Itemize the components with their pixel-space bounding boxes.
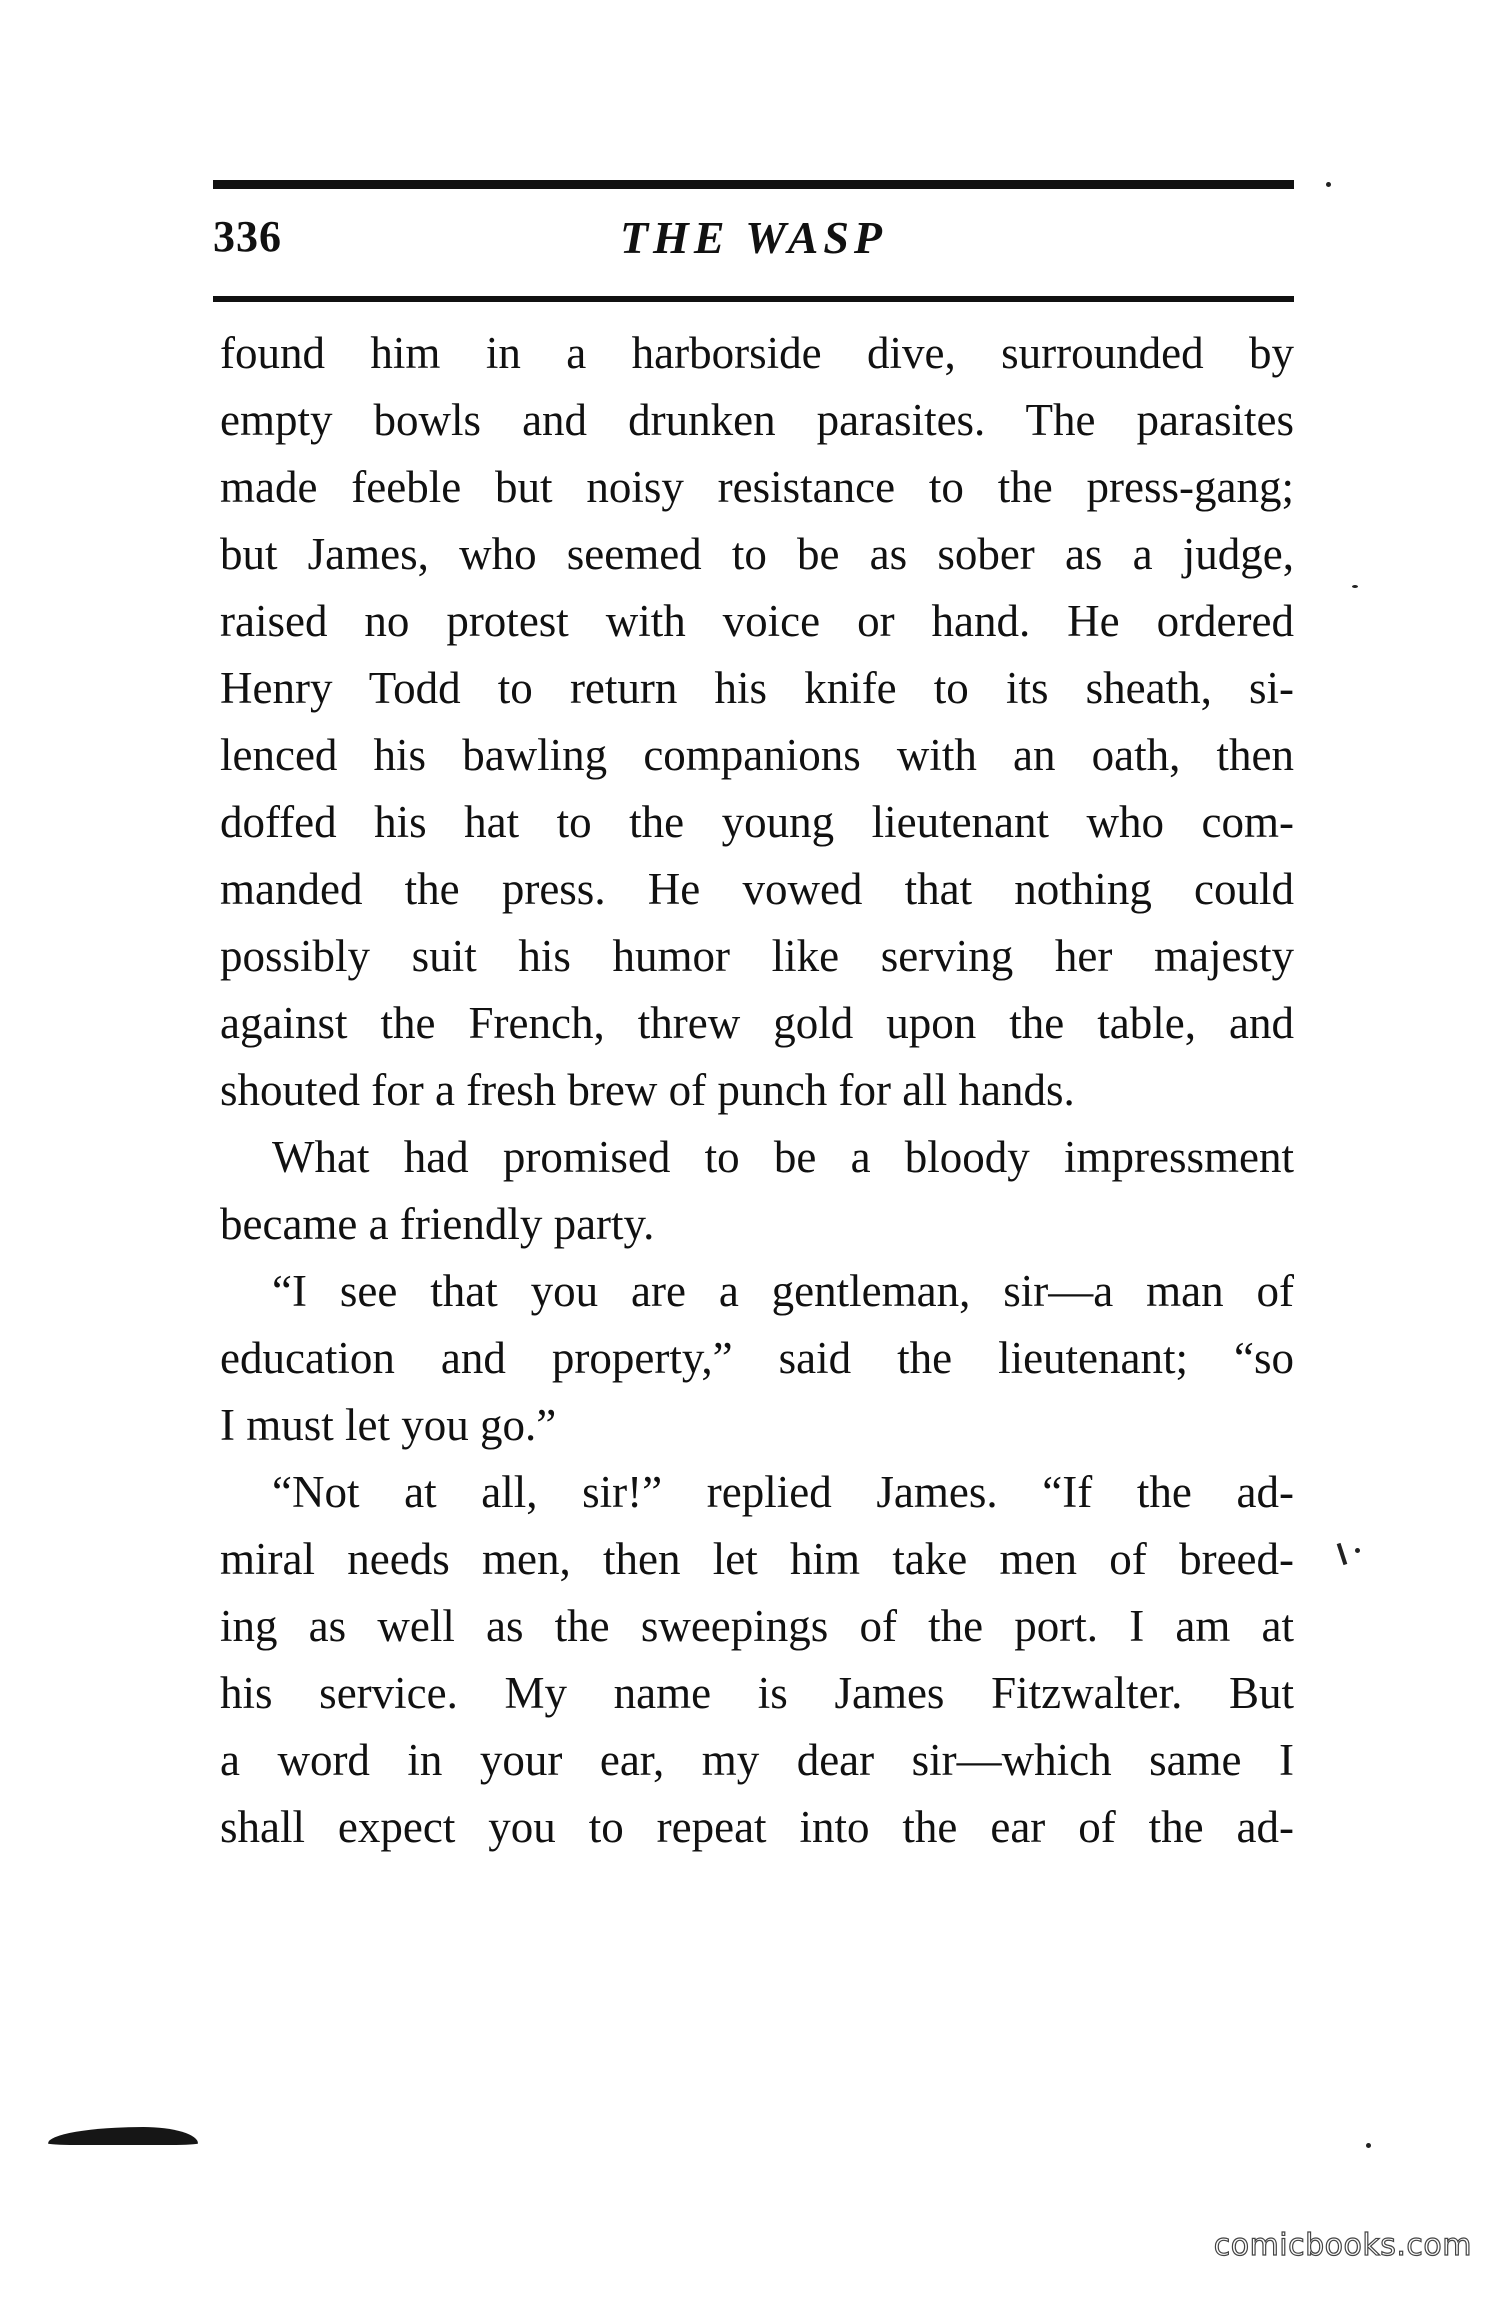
text-line: shouted for a fresh brew of punch for all hands. <box>220 1065 1075 1115</box>
scan-speck <box>1366 2143 1371 2148</box>
scan-smudge <box>48 2127 198 2145</box>
text-line: shall expect you to repeat into the ear of the ad- <box>220 1802 1294 1852</box>
text-line: raised no protest with voice or hand. He ordered <box>220 596 1294 646</box>
text-line: his service. My name is James Fitzwalter. But <box>220 1668 1294 1718</box>
body-text <box>220 320 1294 1861</box>
text-line: manded the press. He vowed that nothing could <box>220 864 1294 914</box>
text-line: doffed his hat to the young lieutenant who com- <box>220 797 1294 847</box>
text-line: I must let you go.” <box>220 1400 557 1450</box>
text-line: empty bowls and drunken parasites. The parasites <box>220 395 1294 445</box>
text-line: miral needs men, then let him take men of breed- <box>220 1534 1294 1584</box>
text-line: became a friendly party. <box>220 1199 655 1249</box>
header-top-rule <box>213 180 1294 189</box>
text-line: “I see that you are a gentleman, sir—a man of <box>272 1266 1294 1316</box>
text-line: education and property,” said the lieutenant; “so <box>220 1333 1294 1383</box>
text-line: found him in a harborside dive, surrounded by <box>220 328 1294 378</box>
scan-speck <box>1337 1543 1348 1565</box>
text-line: “Not at all, sir!” replied James. “If the ad- <box>272 1467 1294 1517</box>
text-line: Henry Todd to return his knife to its sheath, si- <box>220 663 1294 713</box>
text-line: but James, who seemed to be as sober as a judge, <box>220 529 1294 579</box>
page-header <box>213 205 1294 285</box>
running-title: THE WASP <box>619 212 888 263</box>
scan-speck <box>1326 182 1331 187</box>
scan-speck <box>1355 1548 1360 1553</box>
watermark: comicbooks.com <box>1213 2228 1472 2263</box>
text-line: possibly suit his humor like serving her majesty <box>220 931 1294 981</box>
text-line: What had promised to be a bloody impressment <box>272 1132 1294 1182</box>
text-line: ing as well as the sweepings of the port. I am at <box>220 1601 1294 1651</box>
text-line: lenced his bawling companions with an oath, then <box>220 730 1294 780</box>
text-line: made feeble but noisy resistance to the press-gang; <box>220 462 1294 512</box>
header-bottom-rule <box>213 296 1294 302</box>
text-line: a word in your ear, my dear sir—which same I <box>220 1735 1294 1785</box>
page-number: 336 <box>213 212 282 261</box>
text-line: against the French, threw gold upon the table, and <box>220 998 1294 1048</box>
scan-speck <box>1352 585 1358 588</box>
